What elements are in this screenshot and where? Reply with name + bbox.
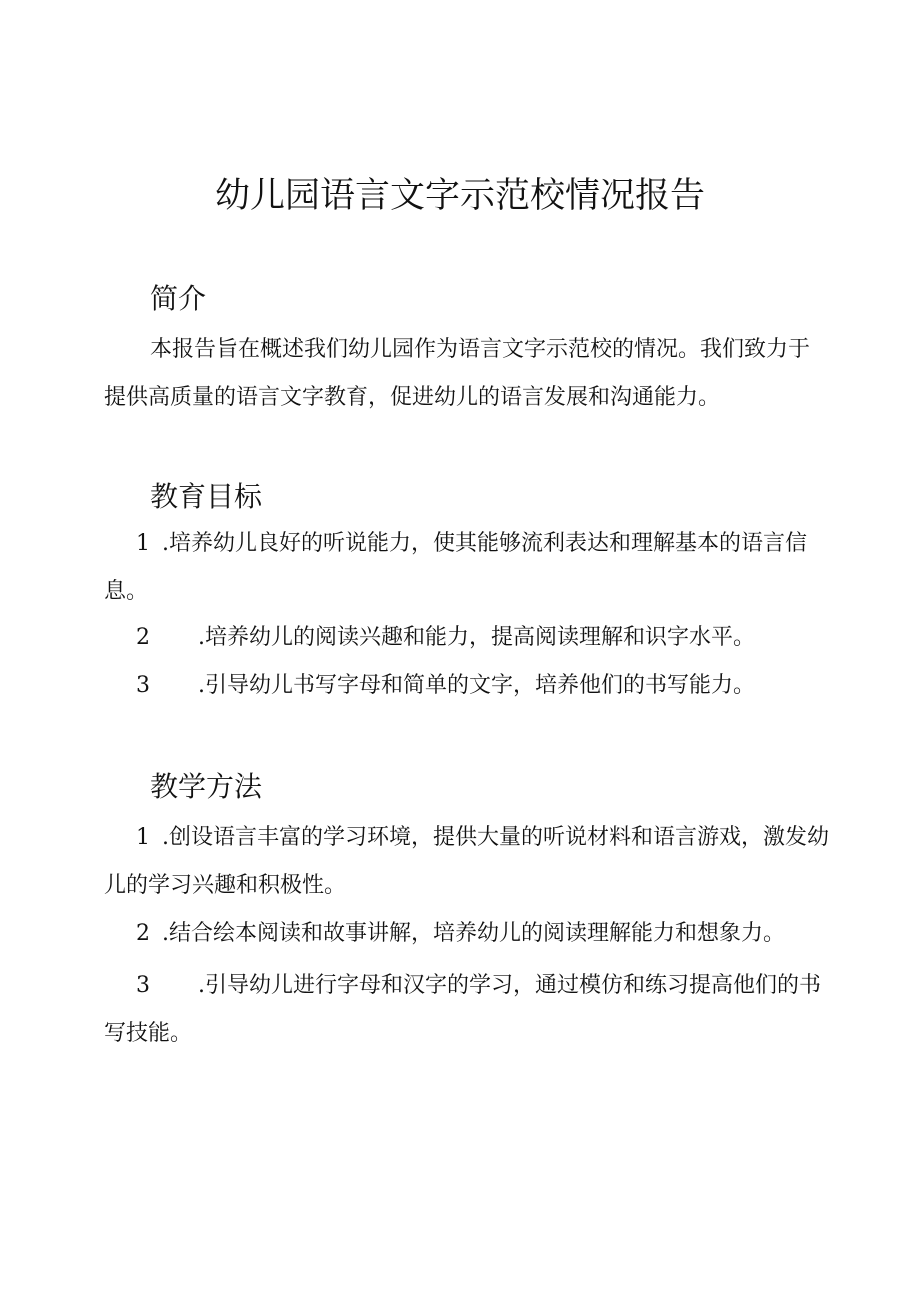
method-item-2-number: 2 [136, 921, 150, 946]
goal-item-1-text: .培养幼儿良好的听说能力，使其能够流利表达和理解基本的语言信息。 [104, 531, 807, 604]
method-item-3-text: .引导幼儿进行字母和汉字的学习，通过模仿和练习提高他们的书写技能。 [104, 973, 821, 1046]
method-item-1-text: .创设语言丰富的学习环境，提供大量的听说材料和语言游戏，激发幼儿的学习兴趣和积极性。 [104, 825, 829, 898]
document-title: 幼儿园语言文字示范校情况报告 [214, 176, 705, 216]
section-heading-goals: 教育目标 [150, 480, 263, 513]
goal-item-2 [104, 614, 834, 662]
goal-item-3-text: .引导幼儿书写字母和简单的文字，培养他们的书写能力。 [198, 673, 755, 698]
method-item-1-number: 1 [136, 825, 150, 850]
goal-item-2-text: .培养幼儿的阅读兴趣和能力，提高阅读理解和识字水平。 [198, 625, 755, 650]
goal-item-1 [104, 520, 834, 616]
method-item-2 [104, 910, 834, 958]
section-heading-methods: 教学方法 [150, 770, 263, 803]
goal-item-2-number: 2 [136, 625, 150, 650]
method-item-2-text: .结合绘本阅读和故事讲解，培养幼儿的阅读理解能力和想象力。 [162, 921, 785, 946]
method-item-3-number: 3 [136, 973, 150, 998]
goal-item-1-number: 1 [136, 531, 150, 556]
goal-item-3-number: 3 [136, 673, 150, 698]
method-item-3 [104, 962, 834, 1058]
intro-paragraph: 本报告旨在概述我们幼儿园作为语言文字示范校的情况。我们致力于提供高质量的语言文字教育，促进幼儿的语言发展和沟通能力。 [104, 337, 811, 410]
goal-item-3 [104, 662, 834, 710]
method-item-1 [104, 814, 834, 910]
section-heading-intro: 简介 [150, 282, 207, 315]
